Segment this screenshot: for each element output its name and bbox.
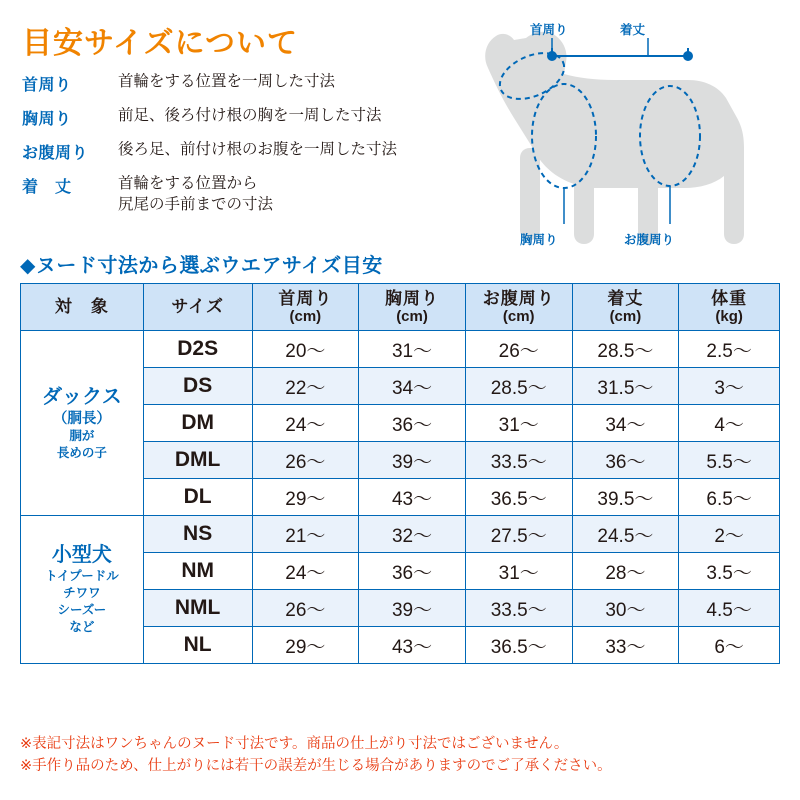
group-name-mid: （胴長） [52,410,111,427]
cell-neck: 26〜 [252,442,359,479]
note-1: ※表記寸法はワンちゃんのヌード寸法です。商品の仕上がり寸法ではございません。 [20,736,569,752]
th-neck-label: 首周り [278,288,333,308]
cell-length: 30〜 [572,590,679,627]
th-size-label: サイズ [171,297,224,317]
cell-weight: 2〜 [679,516,780,553]
size-table-wrap [20,283,780,664]
group-name-big: ダックス [41,385,122,408]
table-row [21,331,780,368]
th-weight [679,284,780,331]
th-length-unit: (cm) [609,308,642,326]
cell-chest: 43〜 [359,479,466,516]
cell-length: 33〜 [572,627,679,664]
cell-chest: 36〜 [359,405,466,442]
cell-belly: 33.5〜 [465,442,572,479]
group-label-small-dog [21,516,144,664]
page-title: 目安サイズについて [22,27,298,60]
diagram-label-length: 着丈 [620,23,646,37]
cell-belly: 31〜 [465,553,572,590]
cell-size: DM [143,405,252,442]
definition-desc-neck: 首輪をする位置を一周した寸法 [118,73,336,90]
cell-size: NML [143,590,252,627]
cell-neck: 29〜 [252,627,359,664]
th-target-label: 対 象 [54,297,109,317]
cell-neck: 20〜 [252,331,359,368]
cell-belly: 27.5〜 [465,516,572,553]
cell-length: 31.5〜 [572,368,679,405]
diagram-label-neck: 首周り [530,23,568,37]
group-name-small-1: トイプードル [45,569,119,584]
th-weight-label: 体重 [711,288,748,308]
cell-size: NM [143,553,252,590]
definition-desc-length-line1: 首輪をする位置から [118,175,258,192]
cell-chest: 34〜 [359,368,466,405]
cell-size: DL [143,479,252,516]
cell-neck: 26〜 [252,590,359,627]
cell-weight: 4〜 [679,405,780,442]
cell-chest: 31〜 [359,331,466,368]
cell-size: NL [143,627,252,664]
definition-term-neck: 首周り [22,77,72,94]
th-length-label: 着丈 [607,288,644,308]
size-table [20,283,780,664]
th-size [143,284,252,331]
cell-weight: 2.5〜 [679,331,780,368]
cell-length: 28〜 [572,553,679,590]
group-name-small-2: 長めの子 [56,445,107,460]
cell-length: 28.5〜 [572,331,679,368]
cell-neck: 22〜 [252,368,359,405]
th-target [21,284,144,331]
definition-desc-length-line2: 尻尾の手前までの寸法 [118,195,274,213]
group-name-small-4: など [69,619,95,634]
dog-diagram [452,8,792,258]
cell-length: 36〜 [572,442,679,479]
table-header-row [21,284,780,331]
th-length [572,284,679,331]
definition-desc-length [118,174,273,216]
th-belly [465,284,572,331]
cell-size: DS [143,368,252,405]
cell-length: 24.5〜 [572,516,679,553]
th-chest-label: 胸周り [385,288,440,308]
cell-chest: 39〜 [359,442,466,479]
cell-neck: 24〜 [252,405,359,442]
cell-size: D2S [143,331,252,368]
notes-block [20,733,790,778]
cell-length: 34〜 [572,405,679,442]
definition-term-length: 着 丈 [22,179,72,196]
cell-belly: 28.5〜 [465,368,572,405]
section-heading: ◆ヌード寸法から選ぶウエアサイズ目安 [20,255,383,277]
table-body [21,331,780,664]
definition-row-neck [22,72,492,95]
cell-weight: 3〜 [679,368,780,405]
cell-length: 39.5〜 [572,479,679,516]
cell-weight: 4.5〜 [679,590,780,627]
definition-desc-chest: 前足、後ろ付け根の胸を一周した寸法 [118,107,382,124]
definition-row-belly [22,140,492,163]
dog-illustration-svg [452,8,792,258]
cell-neck: 29〜 [252,479,359,516]
cell-neck: 24〜 [252,553,359,590]
definition-list [22,72,492,227]
th-belly-label: お腹周り [482,288,555,308]
th-neck [252,284,359,331]
th-belly-unit: (cm) [502,308,535,326]
th-weight-unit: (kg) [715,308,743,326]
th-chest [359,284,466,331]
cell-size: DML [143,442,252,479]
cell-chest: 43〜 [359,627,466,664]
diagram-label-belly: お腹周り [624,233,675,247]
note-2: ※手作り品のため、仕上がりには若干の誤差が生じる場合がありますのでご了承ください。 [20,758,612,775]
definition-row-chest [22,106,492,129]
cell-belly: 36.5〜 [465,479,572,516]
table-row [21,516,780,553]
cell-belly: 31〜 [465,405,572,442]
cell-weight: 5.5〜 [679,442,780,479]
group-name-big: 小型犬 [51,544,112,567]
cell-weight: 6.5〜 [679,479,780,516]
group-name-small-3: シーズー [57,603,107,617]
diagram-label-chest: 胸周り [520,233,558,247]
table-header [21,284,780,331]
cell-size: NS [143,516,252,553]
dog-silhouette [485,32,744,244]
cell-weight: 3.5〜 [679,553,780,590]
group-name-small-1: 胴が [69,428,95,443]
cell-belly: 36.5〜 [465,627,572,664]
cell-chest: 32〜 [359,516,466,553]
th-chest-unit: (cm) [396,308,428,326]
definition-term-chest: 胸周り [22,111,72,128]
cell-chest: 36〜 [359,553,466,590]
definition-desc-belly: 後ろ足、前付け根のお腹を一周した寸法 [118,141,398,158]
length-measure-bar [548,48,692,60]
cell-chest: 39〜 [359,590,466,627]
th-neck-unit: (cm) [289,308,322,326]
group-label-dachshund [21,331,144,516]
group-name-small-2: チワワ [63,586,101,601]
definition-term-belly: お腹周り [22,145,89,162]
cell-neck: 21〜 [252,516,359,553]
cell-belly: 33.5〜 [465,590,572,627]
definition-row-length [22,174,492,216]
cell-belly: 26〜 [465,331,572,368]
cell-weight: 6〜 [679,627,780,664]
